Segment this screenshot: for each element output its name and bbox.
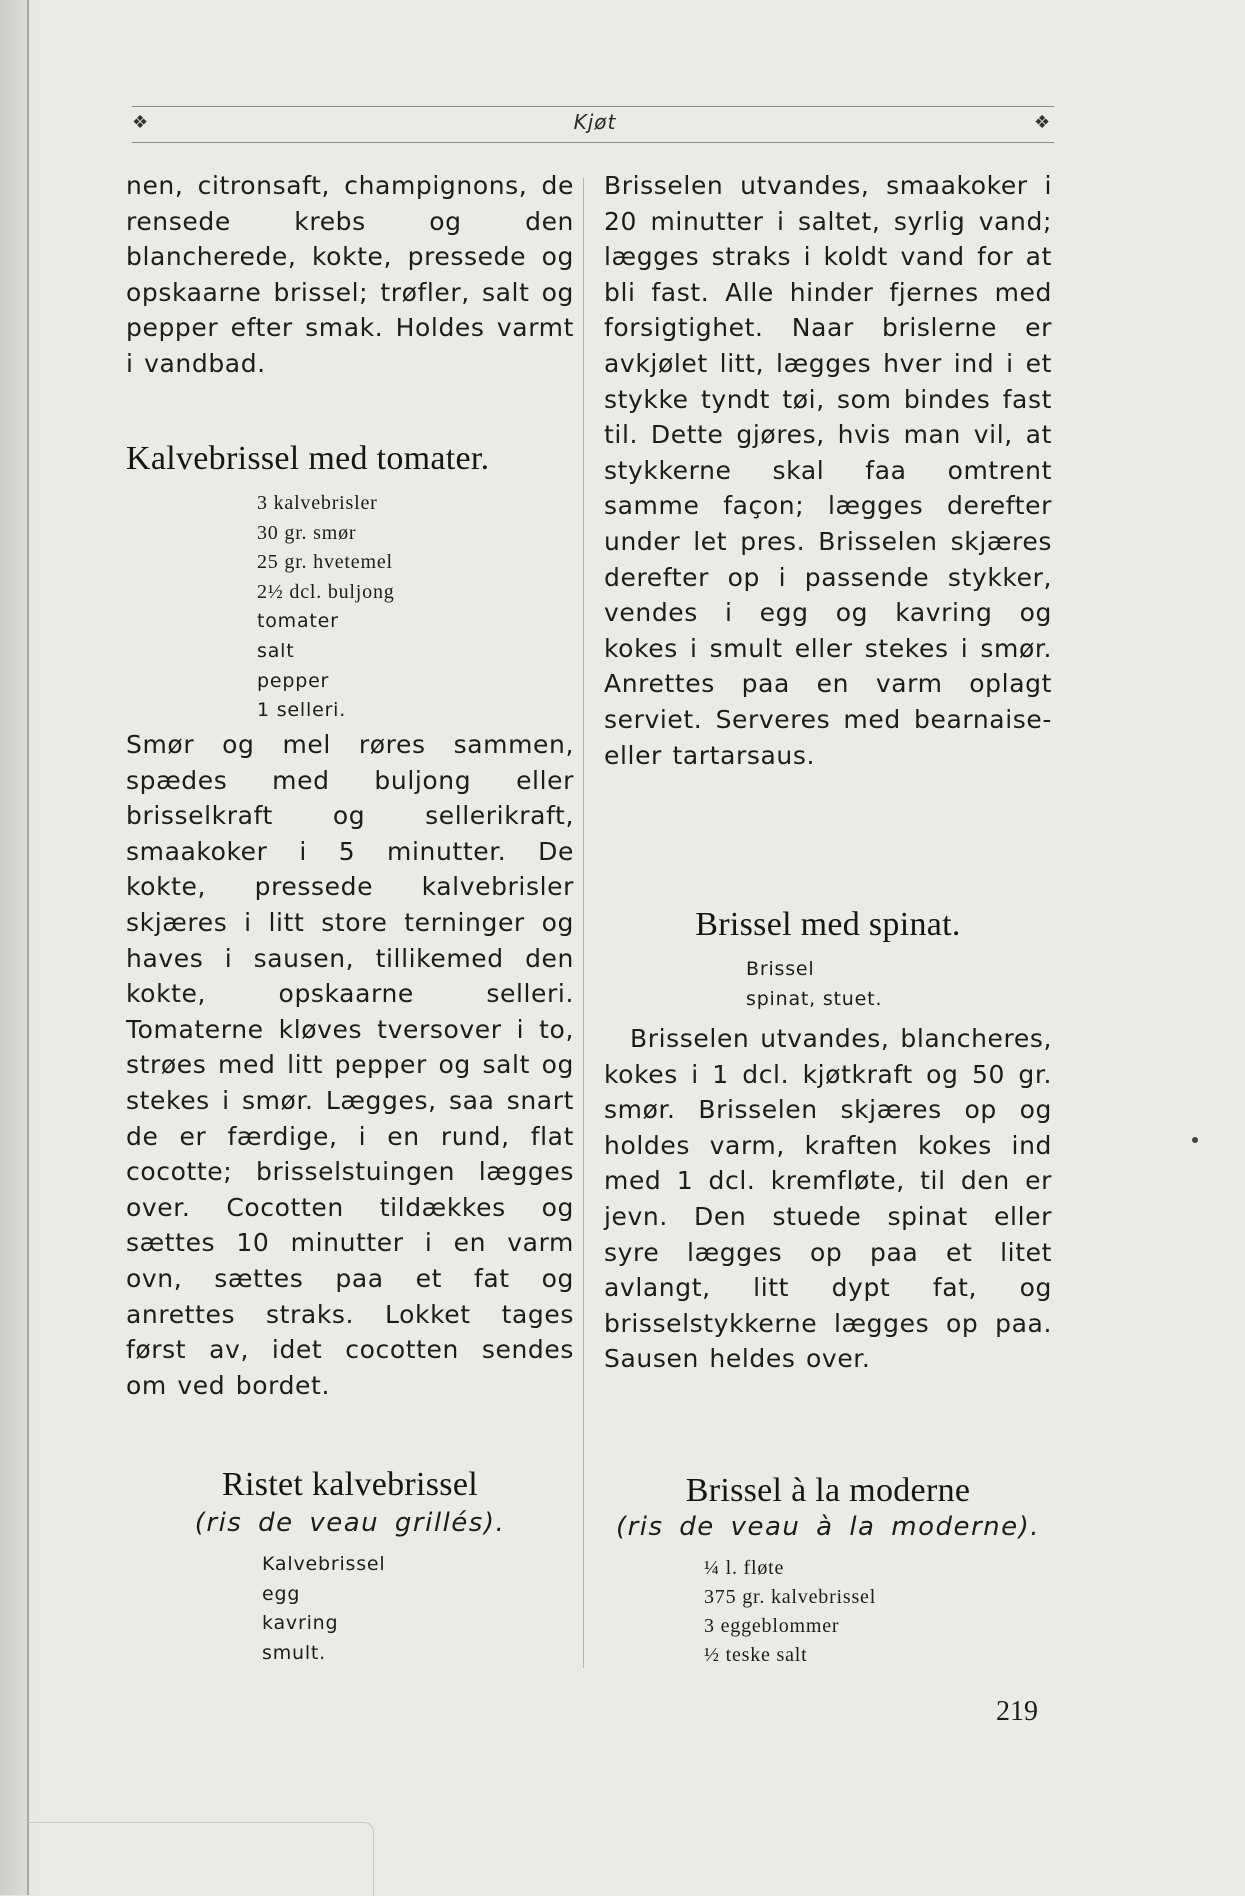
ingredient-item: kavring [262,1612,339,1634]
ingredient-item: pepper [257,669,330,692]
column-divider [583,178,584,1668]
ingredient-item: 2½ dcl. buljong [257,580,395,603]
ingredient-item: spinat, stuet. [746,987,883,1010]
recipe-title: Kalvebrissel med tomater. [126,440,490,477]
recipe-kalvebrissel-tomater [126,440,574,478]
ink-speck [1192,1137,1198,1143]
recipe-subtitle: (ris de veau à la moderne). [615,1512,1041,1542]
ingredient-item: tomater [257,610,339,633]
recipe-method-text: Smør og mel røres sammen, spædes med buljong eller brisselkraft og sellerikraft, smaakoker i 5 minutter. De kokte, pressede kalvebrisler skjæres i litt store terninger og haves i sausen, tillikemed den kokte, opskaarne selleri. Tomaterne kløves tversover i to, strøes med litt pepper og salt og stekes i smør. Lægges, saa snart de er færdige, i en rund, flat cocotte; brisselstuingen lægges over. Cocotten tildækkes og sættes 10 minutter i en varm ovn, sættes paa et fat og anrettes straks. Lokket tages først av, idet cocotten sendes om ved bordet. [126,730,574,1400]
recipe4-ingredients [704,1554,1044,1670]
recipe-title: Brissel à la moderne [685,1472,971,1509]
ingredient-item: 25 gr. hvetemel [257,551,393,574]
ingredient-item: 375 gr. kalvebrissel [704,1586,877,1608]
recipe2-method [604,1021,1052,1377]
ingredient-item: ½ teske salt [704,1644,808,1666]
ingredient-item: Brissel [746,958,815,980]
recipe1-method [126,727,574,1403]
recipe-subtitle: (ris de veau grillés). [194,1508,506,1538]
recipe-title: Ristet kalvebrissel [222,1466,478,1503]
right-intro-text: Brisselen utvandes, smaakoker i 20 minutter i saltet, syrlig vand; lægges straks i koldt vand for at bli fast. Alle hinder fjernes med forsigtighet. Naar brislerne er avkjølet litt, lægges hver ind i et stykke tyndt tøi, som bindes fast til. Dette gjøres, hvis man vil, at stykkerne skal faa omtrent samme façon; lægges derefter under let pres. Brisselen skjæres derefter op i passende stykker, vendes i egg og kavring og kokes i smult eller stekes i smør. Anrettes paa en varm oplagt serviet. Serveres med bearnaise- eller tartarsaus. [604,171,1052,770]
ingredient-item: smult. [262,1641,327,1664]
ingredient-item: Kalvebrissel [262,1553,386,1575]
recipe-method-text: Brisselen utvandes, blancheres, kokes i 1 dcl. kjøtkraft og 50 gr. smør. Brisselen skjæres op og holdes varm, kraften kokes ind med 1 dcl. kremfløte, til den er jevn. Den stuede spinat eller syre lægges op paa et litet avlangt, litt dypt fat, og brisselstykkerne lægges op paa. Sausen heldes over. [604,1024,1052,1374]
ornament-left-icon: ❖ [132,112,149,133]
left-intro [126,168,574,382]
recipe3-ingredients [262,1550,562,1668]
recipe1-ingredients [257,489,557,726]
ingredient-item: ¼ l. fløte [704,1557,785,1579]
ingredient-item: egg [262,1582,301,1605]
left-intro-text: nen, citronsaft, champignons, de rensede krebs og den blancherede, kokte, pressede og opskaarne brissel; trøfler, salt og pepper efter smak. Holdes varmt i vandbad. [126,171,574,378]
binding-shadow [0,0,27,1895]
recipe-ristet-kalvebrissel [126,1466,574,1538]
ornament-right-icon: ❖ [1034,112,1051,133]
ingredient-item: 1 selleri. [257,699,347,722]
ingredient-item: 30 gr. smør [257,521,357,544]
ingredient-item: 3 kalvebrisler [257,492,378,514]
recipe-title: Brissel med spinat. [695,906,961,943]
recipe-brissel-moderne [604,1472,1052,1542]
page-number: 219 [996,1696,1038,1727]
header-rule-bottom [132,142,1054,143]
header-rule-top [132,106,1054,107]
page-corner-mark [28,1822,374,1896]
recipe2-ingredients [746,955,1046,1014]
ingredient-item: salt [257,639,295,662]
ingredient-item: 3 eggeblommer [704,1615,840,1637]
running-title: Kjøt [573,110,617,134]
right-intro [604,168,1052,773]
binding-edge [27,0,29,1895]
recipe-brissel-spinat [604,906,1052,944]
